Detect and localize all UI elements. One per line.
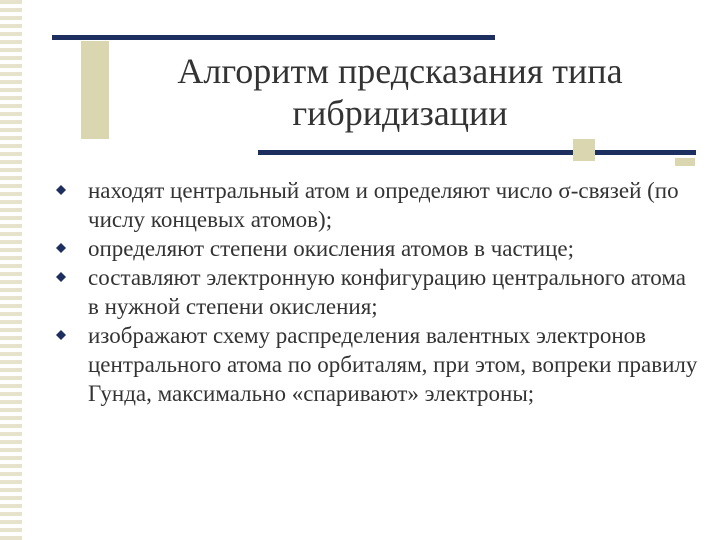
diamond-bullet-icon (56, 272, 66, 282)
diamond-bullet-icon (56, 243, 66, 253)
bullet-text: определяют степени окисления атомов в частице; (88, 236, 574, 261)
list-item (52, 321, 702, 408)
title-bottom-rule (258, 150, 696, 155)
title-top-rule (52, 35, 495, 40)
list-item (52, 263, 702, 321)
bullet-text: изображают схему распределения валентных электронов центрального атома по орбиталям, при этом, вопреки правилу Гунда, максимально «спаривают» электроны; (88, 323, 698, 406)
diamond-bullet-icon (56, 185, 66, 195)
title-left-block (81, 41, 109, 139)
title-right-small-block (675, 158, 695, 166)
title-right-block (573, 139, 595, 161)
bullet-text: составляют электронную конфигурацию центрального атома в нужной степени окисления; (88, 265, 686, 319)
bullet-list (52, 176, 702, 408)
list-item (52, 176, 702, 234)
diamond-bullet-icon (56, 330, 66, 340)
slide-title: Алгоритм предсказания типа гибридизации (177, 51, 623, 133)
list-item (52, 234, 702, 263)
bullet-text: находят центральный атом и определяют число σ-связей (по числу концевых атомов); (88, 178, 679, 232)
left-stripe-decoration (0, 0, 22, 540)
